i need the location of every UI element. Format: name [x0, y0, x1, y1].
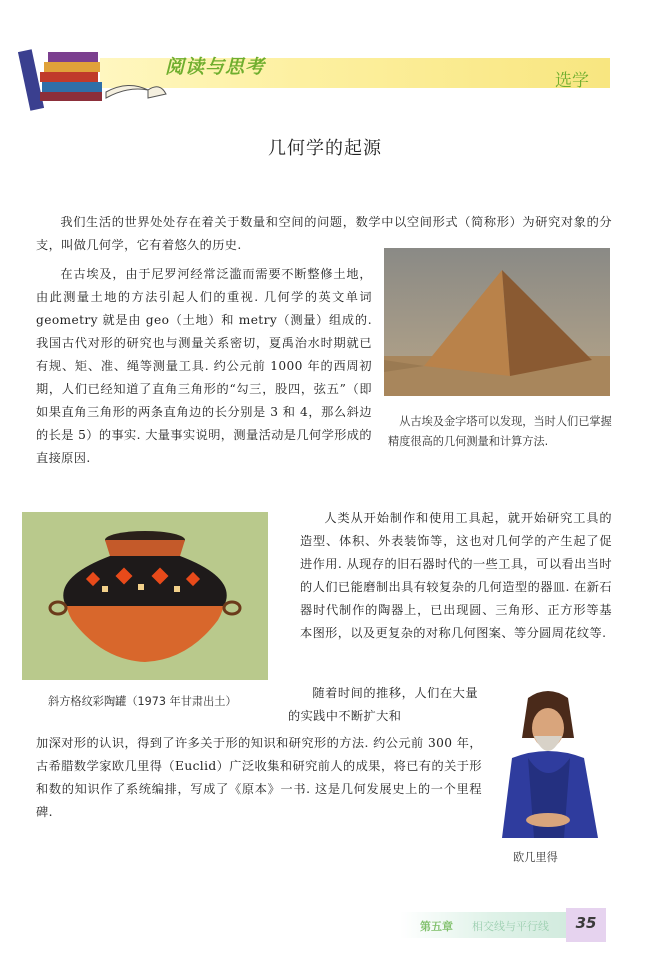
pyramid-image	[384, 248, 610, 396]
euclid-caption: 欧几里得	[513, 851, 558, 864]
paragraph-euclid-start: 随着时间的推移，人们在大量的实践中不断扩大和	[288, 686, 478, 723]
footer-chapter: 第五章	[420, 920, 453, 933]
optional-tag: 选学	[555, 71, 589, 91]
books-logo-icon	[18, 42, 168, 112]
pot-caption: 斜方格纹彩陶罐（1973 年甘肃出土）	[48, 695, 237, 708]
euclid-portrait-image	[488, 688, 606, 838]
intro-paragraph: 我们生活的世界处处存在着关于数量和空间的问题，数学中以空间形式（简称形）为研究对象的分支，叫做几何学，它有着悠久的历史.	[36, 215, 612, 252]
paragraph-tools: 人类从开始制作和使用工具起，就开始研究工具的造型、体积、外表装饰等，这也对几何学的产生起了促进作用. 从现存的旧石器时代的一些工具，可以看出当时的人们已能磨制出具有较复杂的几何造型的器皿. 在新石器时代制作的陶器上，已出现圆、三角形、正方形等基本图形，以及更复杂的对称几何图案、等分圆周花纹等.	[300, 511, 612, 640]
painted-pot-image	[22, 512, 268, 680]
footer-chapter-title: 相交线与平行线	[472, 920, 549, 933]
section-label: 阅读与思考	[165, 56, 266, 78]
paragraph-euclid-rest: 加深对形的认识，得到了许多关于形的知识和研究形的方法. 约公元前 300 年，古希腊数学家欧几里得（Euclid）广泛收集和研究前人的成果，将已有的关于形和数的知识作了系统编排，写成了《原本》一书. 这是几何发展史上的一个里程碑.	[36, 736, 482, 819]
page-number: 35	[575, 914, 597, 932]
page-title: 几何学的起源	[268, 138, 382, 159]
pyramid-caption: 从古埃及金字塔可以发现，当时人们已掌握精度很高的几何测量和计算方法.	[388, 415, 612, 448]
paragraph-egypt: 在古埃及，由于尼罗河经常泛滥而需要不断整修土地，由此测量土地的方法引起人们的重视. 几何学的英文单词 geometry 就是由 geo（土地）和 metry（测量）组成的. 我国古代对形的研究也与测量关系密切，夏禹治水时期就已有规、矩、准、绳等测量工具. 约公元前 1000 年的西周初期，人们已经知道了直角三角形的“勾三，股四，弦五”（即如果直角三角形的两条直角边的长分别是 3 和 4，那么斜边的长是 5）的事实. 大量事实说明，测量活动是几何学形成的直接原因.	[36, 267, 372, 465]
